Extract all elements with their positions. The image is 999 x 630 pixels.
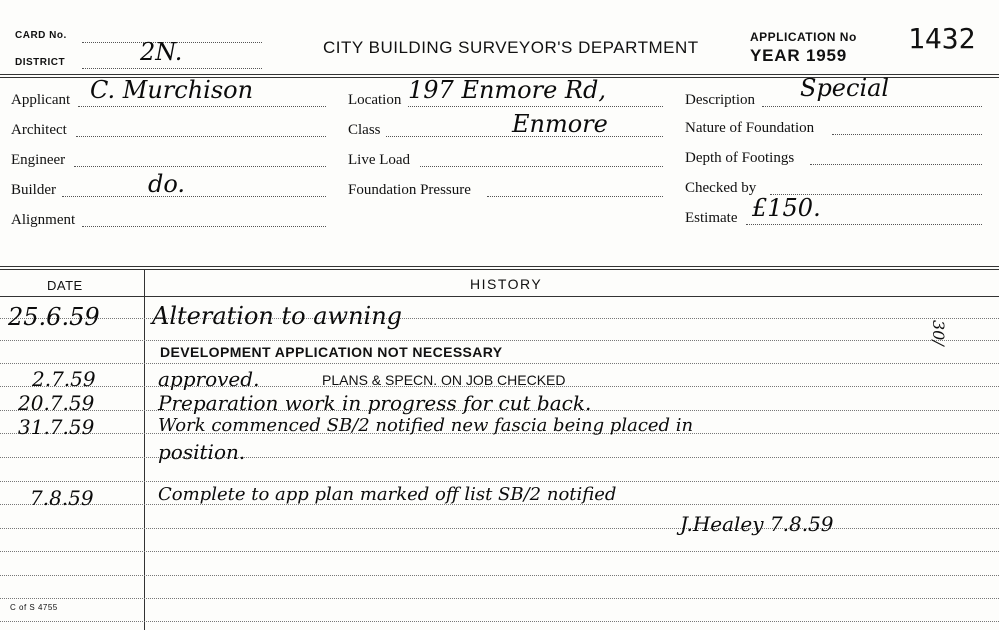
location-line xyxy=(408,106,663,107)
foundation-pressure-label: Foundation Pressure xyxy=(348,182,471,198)
live-load-label: Live Load xyxy=(348,152,411,168)
department-title: CITY BUILDING SURVEYOR'S DEPARTMENT xyxy=(323,38,699,57)
application-label: APPLICATION No xyxy=(750,30,857,44)
history-date: 7.8.59 xyxy=(30,486,94,510)
applicant-label: Applicant xyxy=(11,92,71,108)
depth-of-footings-label: Depth of Footings xyxy=(685,150,795,166)
history-top-rule-2 xyxy=(0,269,999,270)
description-label: Description xyxy=(685,92,755,108)
ruled-line xyxy=(0,551,999,552)
architect-label: Architect xyxy=(11,122,67,138)
builder-value: do. xyxy=(148,170,186,198)
applicant-line xyxy=(78,106,326,107)
foundation-pressure-line xyxy=(487,196,663,197)
architect-line xyxy=(76,136,326,137)
history-text: Work commenced SB/2 notified new fascia being placed in xyxy=(158,415,694,436)
history-text: Preparation work in progress for cut back. xyxy=(158,391,592,415)
depth-of-footings-line xyxy=(810,164,982,165)
builder-line xyxy=(62,196,326,197)
location-value-1: 197 Enmore Rd, xyxy=(408,76,606,104)
ruled-line xyxy=(0,598,999,599)
ruled-line xyxy=(0,528,999,529)
builder-label: Builder xyxy=(11,182,56,198)
location-label: Location xyxy=(348,92,402,108)
alignment-label: Alignment xyxy=(11,212,76,228)
history-date: 20.7.59 xyxy=(18,391,95,415)
ruled-line xyxy=(0,318,999,319)
ruled-line xyxy=(0,575,999,576)
history-date: 25.6.59 xyxy=(8,303,100,331)
history-date: 31.7.59 xyxy=(18,415,95,439)
estimate-value: £150. xyxy=(752,194,821,222)
date-header: DATE xyxy=(47,278,83,293)
history-text: Alteration to awning xyxy=(152,302,403,330)
signature: J.Healey 7.8.59 xyxy=(680,512,834,536)
ruled-line xyxy=(0,457,999,458)
district-label: DISTRICT xyxy=(15,57,66,68)
date-column-divider xyxy=(144,270,145,630)
application-number: 1432 xyxy=(908,22,976,55)
description-line xyxy=(762,106,982,107)
history-header-rule xyxy=(0,296,999,297)
ruled-line xyxy=(0,481,999,482)
estimate-label: Estimate xyxy=(685,210,738,226)
ruled-line xyxy=(0,340,999,341)
history-text-continued: position. xyxy=(158,440,246,464)
side-note: 30/ xyxy=(929,320,948,346)
alignment-line xyxy=(82,226,326,227)
form-code: C of S 4755 xyxy=(10,603,58,612)
card-no-label: CARD No. xyxy=(15,30,67,41)
ruled-line xyxy=(0,621,999,622)
class-label: Class xyxy=(348,122,381,138)
checked-by-label: Checked by xyxy=(685,180,757,196)
district-line xyxy=(82,68,262,69)
history-header: HISTORY xyxy=(470,276,543,292)
history-date: 2.7.59 xyxy=(32,367,96,391)
history-typed-note: PLANS & SPECN. ON JOB CHECKED xyxy=(322,372,566,388)
history-top-rule xyxy=(0,266,999,267)
engineer-line xyxy=(74,166,326,167)
estimate-line xyxy=(746,224,982,225)
history-text: approved. xyxy=(158,367,260,391)
description-value: Special xyxy=(800,74,890,102)
nature-of-foundation-label: Nature of Foundation xyxy=(685,120,815,136)
district-value: 2N. xyxy=(140,38,183,66)
nature-of-foundation-line xyxy=(832,134,982,135)
history-text: Complete to app plan marked off list SB/2 notified xyxy=(158,484,617,505)
year-label: YEAR 1959 xyxy=(750,46,847,65)
engineer-label: Engineer xyxy=(11,152,66,168)
live-load-line xyxy=(420,166,663,167)
history-typed-note: DEVELOPMENT APPLICATION NOT NECESSARY xyxy=(160,344,503,360)
ruled-line xyxy=(0,363,999,364)
applicant-value: C. Murchison xyxy=(90,76,254,104)
location-value-2: Enmore xyxy=(512,110,608,138)
